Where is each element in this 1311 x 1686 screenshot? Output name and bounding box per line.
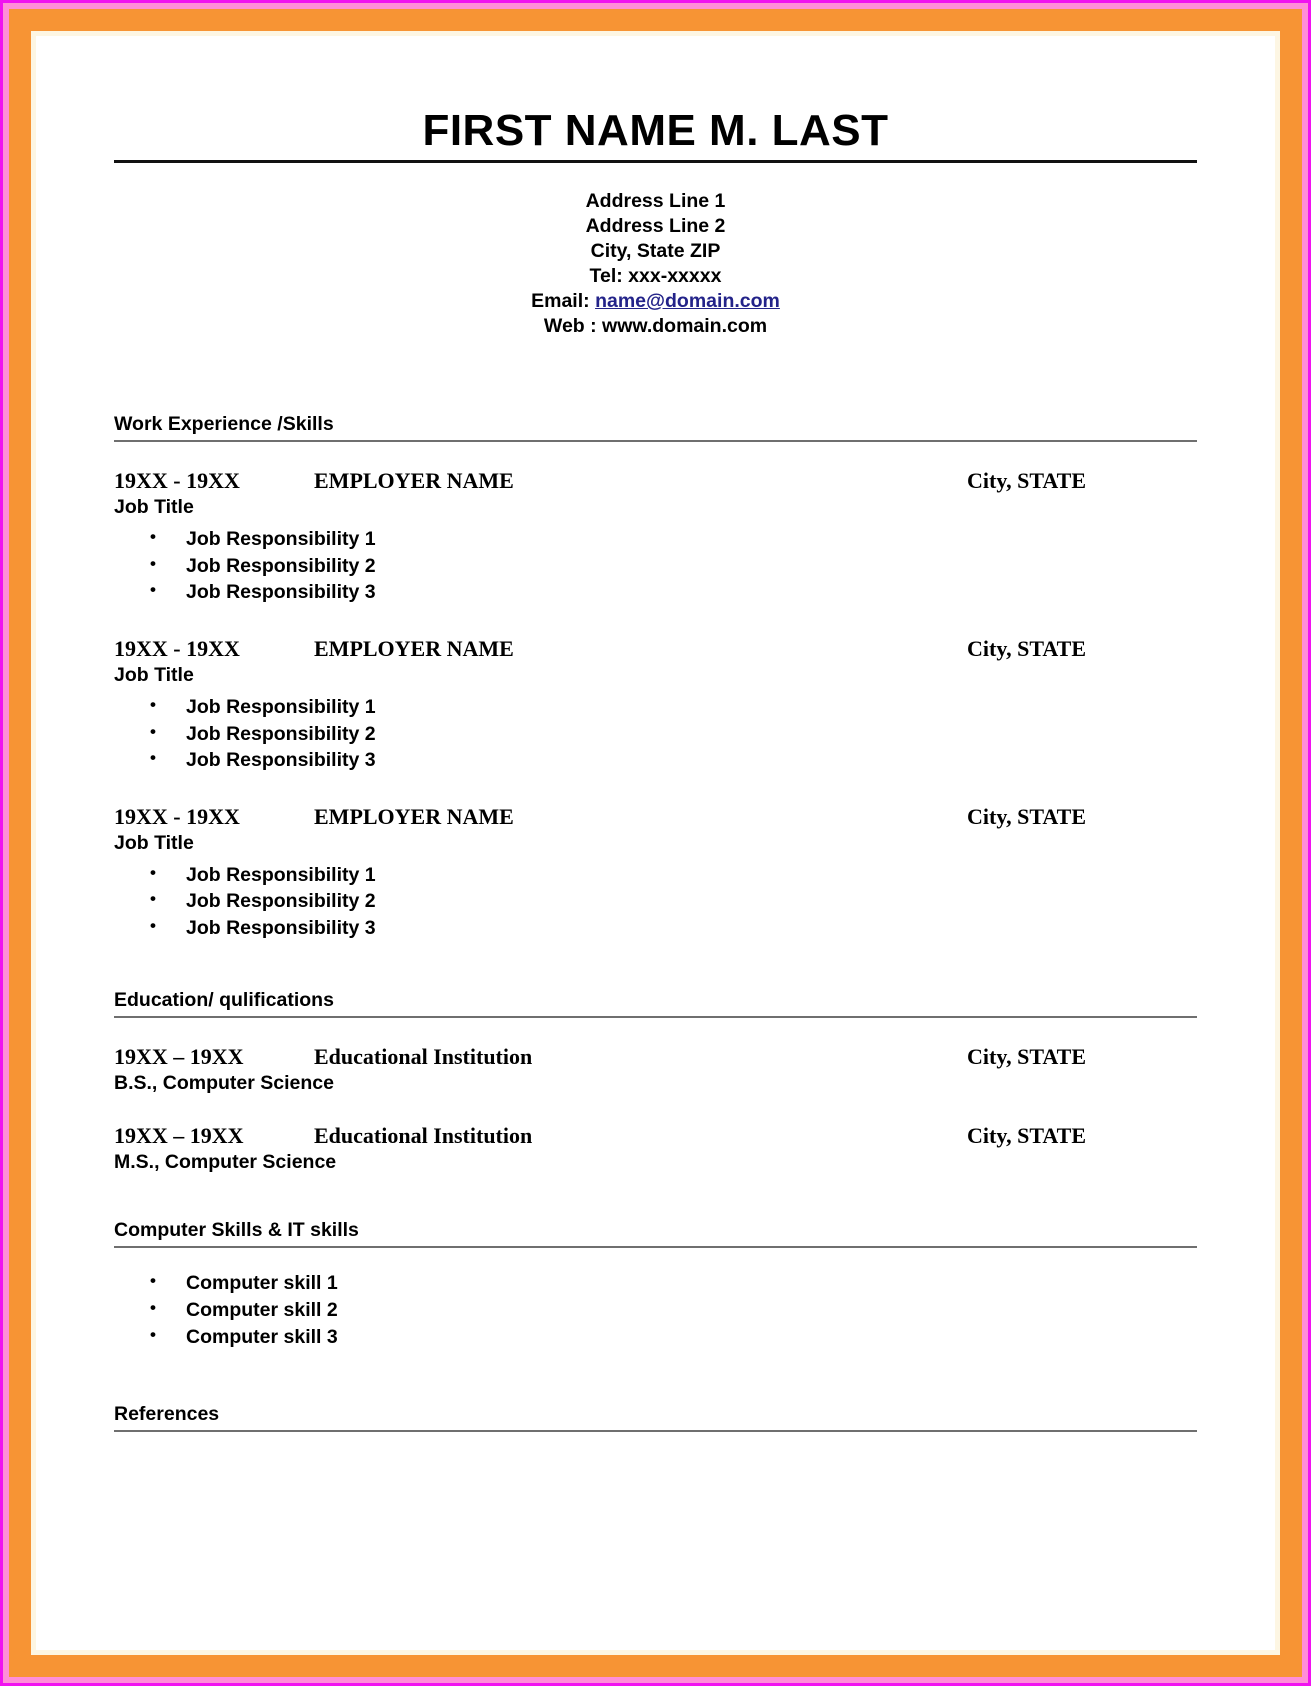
section-heading-work-experience: Work Experience /Skills	[114, 412, 334, 435]
education-entry-degree: B.S., Computer Science	[114, 1072, 334, 1095]
email-label: Email:	[531, 290, 590, 312]
decorative-frame-orange	[9, 9, 1302, 1677]
work-entry-location: City, STATE	[967, 467, 1086, 493]
work-entry-job-title: Job Title	[114, 495, 194, 518]
section-divider-work	[114, 440, 1197, 442]
section-heading-references: References	[114, 1402, 220, 1425]
resume-document	[36, 36, 1275, 1522]
work-entry	[114, 468, 1197, 606]
list-item: • Job Responsibility 3	[114, 915, 1197, 942]
address-line-1: Address Line 1	[585, 190, 726, 213]
work-entry	[114, 804, 1197, 942]
name-divider	[114, 160, 1197, 163]
address-line-2: Address Line 2	[585, 215, 726, 238]
work-entry-header	[114, 468, 1197, 494]
education-entry-dates: 19XX – 19XX	[114, 1044, 244, 1070]
section-work-experience	[114, 413, 1197, 942]
website: Web : www.domain.com	[543, 314, 768, 337]
section-divider-skills	[114, 1246, 1197, 1248]
page-title: FIRST NAME M. LAST	[422, 106, 889, 155]
list-item: • Job Responsibility 3	[114, 579, 1197, 606]
list-item: • Job Responsibility 3	[114, 747, 1197, 774]
telephone: Tel: xxx-xxxxx	[589, 265, 722, 288]
section-education	[114, 989, 1197, 1175]
education-entry-location: City, STATE	[967, 1044, 1086, 1070]
spacer-before-education	[114, 941, 1197, 989]
education-entry	[114, 1044, 1197, 1096]
work-entry-dates: 19XX - 19XX	[114, 803, 240, 829]
list-item: • Computer skill 2	[114, 1297, 1197, 1324]
education-entry-list	[114, 1044, 1197, 1175]
list-item: • Job Responsibility 1	[114, 694, 1197, 721]
section-divider-education	[114, 1016, 1197, 1018]
section-heading-computer-skills: Computer Skills & IT skills	[114, 1219, 359, 1242]
work-entry-dates: 19XX - 19XX	[114, 467, 240, 493]
education-entry-header	[114, 1123, 1197, 1149]
computer-skills-list	[114, 1270, 1197, 1351]
list-item: • Computer skill 3	[114, 1324, 1197, 1351]
work-entry-responsibilities	[114, 862, 1197, 942]
email-link[interactable]: name@domain.com	[595, 290, 780, 312]
work-entry-list	[114, 468, 1197, 942]
work-entry-employer: EMPLOYER NAME	[314, 467, 514, 493]
section-heading-education: Education/ qulifications	[114, 989, 334, 1012]
list-item: • Job Responsibility 2	[114, 721, 1197, 748]
email-row	[114, 289, 1197, 314]
education-entry-degree: M.S., Computer Science	[114, 1150, 337, 1173]
work-entry-job-title: Job Title	[114, 663, 194, 686]
references-body	[114, 1432, 1197, 1522]
education-entry-institution: Educational Institution	[314, 1122, 533, 1148]
work-entry-responsibilities	[114, 694, 1197, 774]
resume-page	[36, 36, 1275, 1650]
education-entry-institution: Educational Institution	[314, 1044, 533, 1070]
work-entry-employer: EMPLOYER NAME	[314, 635, 514, 661]
spacer-before-skills	[114, 1175, 1197, 1219]
list-item: • Job Responsibility 2	[114, 888, 1197, 915]
spacer-before-references	[114, 1351, 1197, 1403]
work-entry-location: City, STATE	[967, 635, 1086, 661]
list-item: • Job Responsibility 1	[114, 526, 1197, 553]
contact-block	[114, 189, 1197, 339]
list-item: • Job Responsibility 1	[114, 862, 1197, 889]
decorative-frame-pink	[3, 3, 1308, 1683]
list-item: • Computer skill 1	[114, 1270, 1197, 1297]
education-entry-header	[114, 1044, 1197, 1070]
section-computer-skills	[114, 1219, 1197, 1351]
section-references	[114, 1403, 1197, 1522]
education-entry-dates: 19XX – 19XX	[114, 1122, 244, 1148]
work-entry-employer: EMPLOYER NAME	[314, 803, 514, 829]
work-entry	[114, 636, 1197, 774]
decorative-frame-cream	[31, 31, 1280, 1655]
spacer-before-work	[114, 339, 1197, 413]
city-state-zip: City, State ZIP	[590, 240, 721, 263]
work-entry-header	[114, 804, 1197, 830]
work-entry-responsibilities	[114, 526, 1197, 606]
education-entry	[114, 1123, 1197, 1175]
work-entry-location: City, STATE	[967, 803, 1086, 829]
work-entry-header	[114, 636, 1197, 662]
education-entry-location: City, STATE	[967, 1122, 1086, 1148]
work-entry-job-title: Job Title	[114, 831, 194, 854]
list-item: • Job Responsibility 2	[114, 553, 1197, 580]
work-entry-dates: 19XX - 19XX	[114, 635, 240, 661]
